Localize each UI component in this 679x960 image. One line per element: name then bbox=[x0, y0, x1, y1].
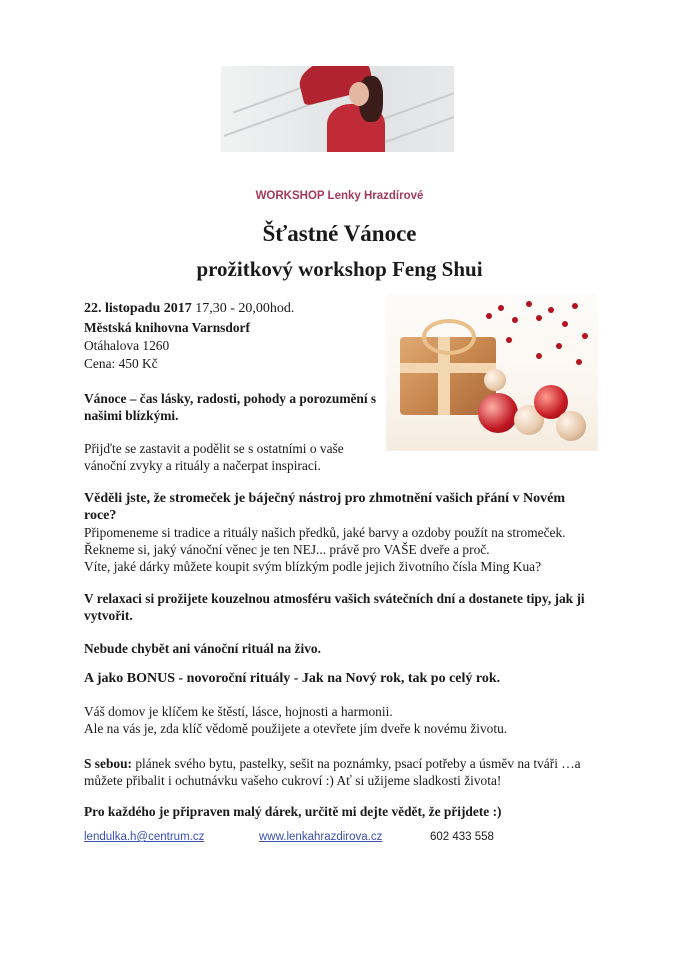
question-text-line1: Připomeneme si tradice a rituály našich předků, jaké barvy a ozdoby použít na stromeček. bbox=[84, 525, 566, 540]
bring-text-1: plánek svého bytu, pastelky, sešit na poznámky, psací potřeby a úsměv na tváři …a bbox=[132, 756, 581, 771]
email-link[interactable]: lendulka.h@centrum.cz bbox=[84, 831, 205, 843]
intro-text-line2: vánoční zvyky a rituály a načerpat inspiraci. bbox=[84, 458, 321, 473]
question-heading-line1: Věděli jste, že stromeček je báječný nástroj pro zhmotnění vašich přání v Novém bbox=[84, 491, 565, 506]
workshop-label: WORKSHOP Lenky Hrazdírové bbox=[255, 190, 424, 202]
event-price: Cena: 450 Kč bbox=[84, 356, 158, 371]
bring-line2: můžete přibalit i ochutnávku vašeho cukroví :) Ať si užijeme sladkosti života! bbox=[84, 773, 502, 788]
christmas-gift-photo bbox=[386, 293, 598, 451]
gift-line: Pro každého je připraven malý dárek, určitě mi dejte vědět, že přijdete :) bbox=[84, 804, 502, 819]
event-date-line bbox=[84, 300, 294, 317]
intro-text-line1: Přijďte se zastavit a podělit se s ostatními o vaše bbox=[84, 441, 344, 456]
event-venue: Městská knihovna Varnsdorf bbox=[84, 320, 250, 335]
event-date: 22. listopadu 2017 bbox=[84, 301, 192, 316]
bring-line1 bbox=[84, 755, 581, 772]
question-heading-line2: roce? bbox=[84, 508, 117, 523]
phone-number: 602 433 558 bbox=[430, 831, 494, 843]
home-line1: Váš domov je klíčem ke štěstí, lásce, hojnosti a harmonii. bbox=[84, 704, 393, 719]
event-time: 17,30 - 20,00hod. bbox=[195, 301, 295, 316]
relax-line2: vytvořit. bbox=[84, 608, 133, 623]
home-line2: Ale na vás je, zda klíč vědomě použijete a otevřete jím dveře k novému životu. bbox=[84, 721, 508, 736]
intro-heading-line2: našimi blízkými. bbox=[84, 408, 179, 423]
relax-line1: V relaxaci si prožijete kouzelnou atmosféru vašich svátečních dní a dostanete tipy, jak ji bbox=[84, 591, 585, 606]
bring-label: S sebou: bbox=[84, 756, 132, 771]
ritual-line: Nebude chybět ani vánoční rituál na živo. bbox=[84, 641, 321, 656]
question-text-line2: Řekneme si, jaký vánoční věnec je ten NEJ... právě pro VAŠE dveře a proč. bbox=[84, 542, 490, 557]
website-link[interactable]: www.lenkahrazdirova.cz bbox=[259, 831, 383, 843]
event-address: Otáhalova 1260 bbox=[84, 338, 170, 353]
page-subtitle: prožitkový workshop Feng Shui bbox=[196, 257, 483, 281]
header-photo bbox=[221, 66, 454, 152]
bonus-line: A jako BONUS - novoroční rituály - Jak na Nový rok, tak po celý rok. bbox=[84, 671, 501, 686]
intro-heading-line1: Vánoce – čas lásky, radosti, pohody a porozumění s bbox=[84, 391, 377, 406]
page-title: Šťastné Vánoce bbox=[262, 221, 417, 246]
question-text-line3: Víte, jaké dárky můžete koupit svým blízkým podle jejich životního čísla Ming Kua? bbox=[84, 559, 542, 574]
